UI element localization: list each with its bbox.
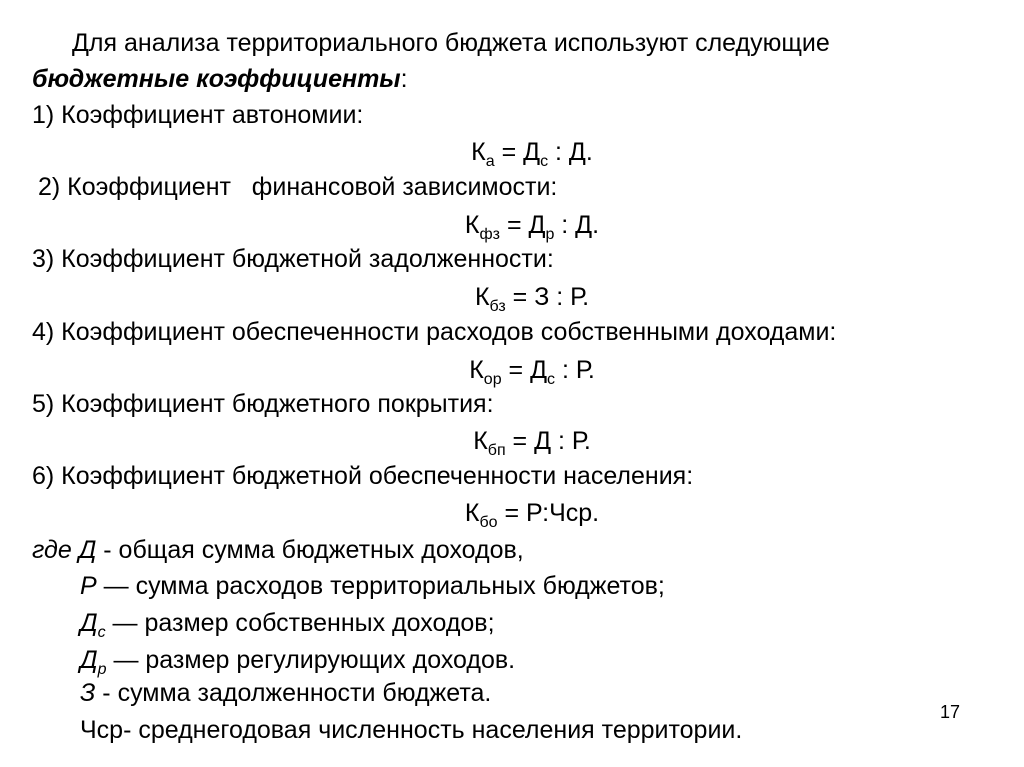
legend-where-term: где Д (32, 536, 97, 564)
coef-3-formula: $К_{бз} = З$ : Р. (474, 283, 590, 315)
coef-6-title: 6) Коэффициент бюджетной обеспеченности населения: (32, 462, 694, 490)
legend-item-2: $Д_с$ — размер собственных доходов; (80, 609, 495, 641)
legend-where-text: - общая сумма бюджетных доходов, (96, 536, 524, 564)
legend-last: Чср- среднегодовая численность населения территории. (80, 716, 743, 744)
coef-5-title: 5) Коэффициент бюджетного покрытия: (32, 390, 494, 418)
coef-2-title: 2) Коэффициент финансовой зависимости: (38, 173, 558, 201)
legend-item-1: Р — сумма расходов территориальных бюджетов; (80, 572, 665, 600)
legend-item-4: З - сумма задолженности бюджета. (80, 679, 492, 707)
intro-term: бюджетные коэффициенты (32, 65, 401, 93)
coef-1-title: 1) Коэффициент автономии: (32, 101, 364, 129)
coef-5-formula: $К_{бп} = Д$ : Р. (473, 427, 591, 459)
coef-6-formula: $К_{бо}$ = Р:Чср. (464, 499, 600, 531)
intro-line-2 (32, 64, 408, 94)
legend-where (32, 535, 524, 565)
coef-1-formula: $К_а = Д_с$ : Д. (471, 138, 593, 170)
coef-2-formula: $К_{фз} = Д_р$ : Д. (464, 211, 600, 243)
coef-3-title: 3) Коэффициент бюджетной задолженности: (32, 245, 554, 273)
legend-item-3: $Д_р$ — размер регулирующих доходов. (80, 646, 516, 678)
intro-line-1 (72, 28, 830, 58)
coef-4-formula: $К_{ор} = Д_с$ : Р. (469, 356, 595, 388)
intro-colon: : (400, 65, 408, 93)
intro-text: Для анализа территориального бюджета используют следующие (72, 29, 830, 57)
page-number: 17 (940, 702, 961, 722)
coef-4-title: 4) Коэффициент обеспеченности расходов собственными доходами: (32, 318, 837, 346)
